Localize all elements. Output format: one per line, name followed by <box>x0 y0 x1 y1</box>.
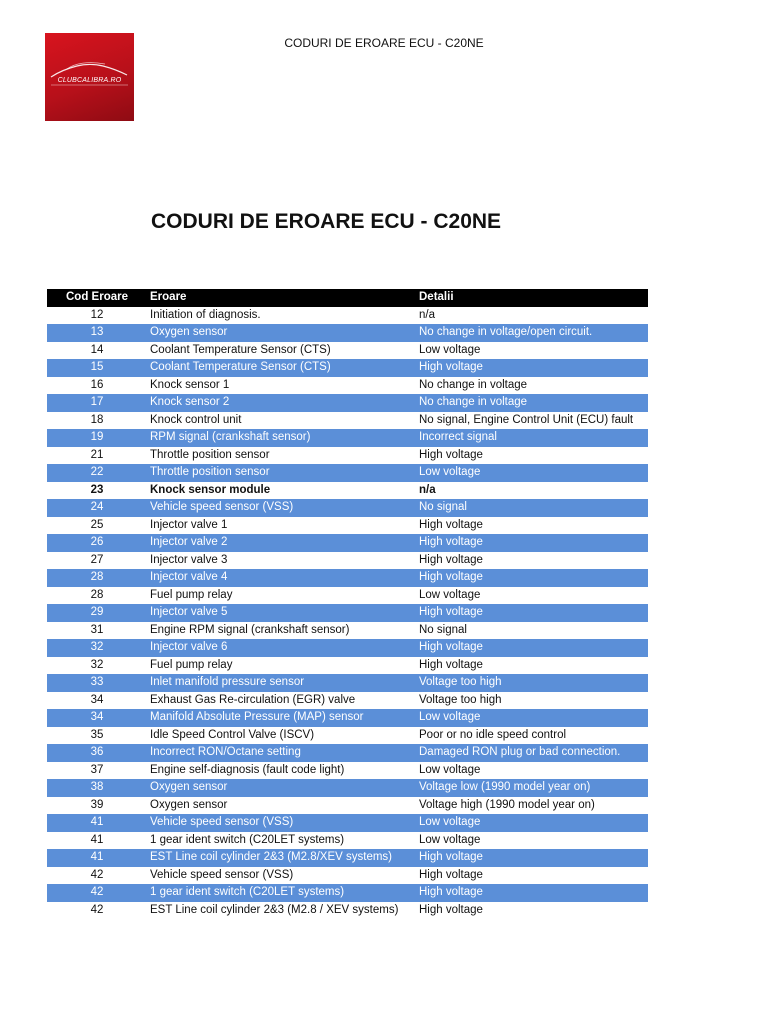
cell-code: 22 <box>90 466 104 478</box>
cell-error: Engine self-diagnosis (fault code light) <box>150 763 345 776</box>
cell-details: High voltage <box>419 518 483 531</box>
table-row <box>47 412 648 430</box>
cell-code: 36 <box>90 746 104 758</box>
cell-code: 13 <box>90 326 104 338</box>
cell-details: Low voltage <box>419 833 481 846</box>
cell-code: 38 <box>90 781 104 793</box>
table-row <box>47 569 648 587</box>
table-row <box>47 744 648 762</box>
cell-error: Fuel pump relay <box>150 588 233 601</box>
cell-error: Exhaust Gas Re-circulation (EGR) valve <box>150 693 356 706</box>
cell-error: Injector valve 5 <box>150 606 228 618</box>
cell-details: Low voltage <box>419 466 481 478</box>
cell-code: 15 <box>90 361 104 373</box>
cell-details: Low voltage <box>419 816 481 828</box>
column-header-error: Eroare <box>150 291 187 303</box>
cell-error: Knock control unit <box>150 413 242 426</box>
document-title: CODURI DE EROARE ECU - C20NE <box>151 210 502 233</box>
cell-error: EST Line coil cylinder 2&3 (M2.8/XEV systems) <box>150 851 393 863</box>
cell-details: High voltage <box>419 536 483 548</box>
table-row <box>47 552 648 570</box>
cell-details: High voltage <box>419 571 483 583</box>
cell-code: 32 <box>90 641 104 653</box>
cell-code: 26 <box>90 536 104 548</box>
table-row <box>47 447 648 465</box>
cell-error: Injector valve 1 <box>150 518 228 531</box>
cell-code: 41 <box>90 833 104 846</box>
table-row <box>47 604 648 622</box>
cell-error: Knock sensor module <box>150 483 271 496</box>
cell-error: Injector valve 4 <box>150 571 228 583</box>
cell-error: Idle Speed Control Valve (ISCV) <box>150 728 315 741</box>
cell-details: Low voltage <box>419 711 481 723</box>
cell-code: 27 <box>90 553 104 566</box>
table-row <box>47 797 648 815</box>
table-row <box>47 324 648 342</box>
cell-code: 21 <box>90 448 104 461</box>
cell-code: 35 <box>90 728 104 741</box>
cell-code: 32 <box>90 658 104 671</box>
table-row <box>47 902 648 920</box>
cell-code: 37 <box>90 763 104 776</box>
table-row <box>47 517 648 535</box>
cell-code: 34 <box>90 693 104 706</box>
cell-details: High voltage <box>419 553 483 566</box>
table-row <box>47 692 648 710</box>
cell-details: No change in voltage <box>419 378 528 391</box>
cell-code: 24 <box>90 501 104 513</box>
cell-error: Oxygen sensor <box>150 326 228 338</box>
table-row <box>47 499 648 517</box>
table-body <box>47 307 648 920</box>
table-row <box>47 359 648 377</box>
table-row <box>47 639 648 657</box>
cell-details: Low voltage <box>419 763 481 776</box>
cell-code: 31 <box>90 623 104 636</box>
cell-details: High voltage <box>419 641 483 653</box>
cell-details: Poor or no idle speed control <box>419 728 567 741</box>
cell-code: 12 <box>90 308 104 321</box>
table-row <box>47 482 648 500</box>
table-row <box>47 342 648 360</box>
cell-error: Injector valve 3 <box>150 553 228 566</box>
table-row <box>47 779 648 797</box>
cell-code: 28 <box>90 571 104 583</box>
cell-error: Incorrect RON/Octane setting <box>150 746 301 758</box>
cell-error: 1 gear ident switch (C20LET systems) <box>150 886 345 898</box>
cell-details: No change in voltage <box>419 396 528 408</box>
cell-error: Vehicle speed sensor (VSS) <box>150 501 294 513</box>
cell-details: Voltage high (1990 model year on) <box>419 798 595 811</box>
cell-error: 1 gear ident switch (C20LET systems) <box>150 833 345 846</box>
table-row <box>47 674 648 692</box>
cell-code: 23 <box>90 483 104 496</box>
cell-error: Knock sensor 2 <box>150 396 230 408</box>
cell-details: n/a <box>419 308 435 321</box>
cell-error: Injector valve 6 <box>150 641 228 653</box>
column-header-details: Detalii <box>419 291 454 303</box>
cell-code: 42 <box>90 868 104 881</box>
cell-code: 18 <box>90 413 104 426</box>
table-row <box>47 884 648 902</box>
table-row <box>47 849 648 867</box>
cell-details: No signal <box>419 623 467 636</box>
table-row <box>47 622 648 640</box>
table-row <box>47 867 648 885</box>
table-row <box>47 832 648 850</box>
table-header-row <box>47 289 648 307</box>
cell-code: 33 <box>90 676 104 688</box>
cell-error: Coolant Temperature Sensor (CTS) <box>150 361 331 373</box>
cell-code: 39 <box>90 798 104 811</box>
cell-code: 28 <box>90 588 104 601</box>
table-row <box>47 534 648 552</box>
cell-details: No signal, Engine Control Unit (ECU) fault <box>419 413 634 426</box>
cell-details: High voltage <box>419 606 483 618</box>
cell-error: Vehicle speed sensor (VSS) <box>150 816 294 828</box>
page-header-title: CODURI DE EROARE ECU - C20NE <box>284 36 484 50</box>
cell-details: Voltage too high <box>419 676 502 688</box>
cell-details: No signal <box>419 501 467 513</box>
cell-error: Engine RPM signal (crankshaft sensor) <box>150 623 350 636</box>
cell-details: Voltage low (1990 model year on) <box>419 781 591 793</box>
cell-code: 19 <box>90 431 104 443</box>
cell-details: High voltage <box>419 851 483 863</box>
cell-details: No change in voltage/open circuit. <box>419 326 593 338</box>
cell-code: 25 <box>90 518 104 531</box>
table-row <box>47 814 648 832</box>
cell-code: 34 <box>90 711 104 723</box>
cell-error: Coolant Temperature Sensor (CTS) <box>150 343 331 356</box>
table-row <box>47 657 648 675</box>
table-row <box>47 727 648 745</box>
cell-code: 41 <box>90 816 104 828</box>
error-codes-table <box>47 289 648 919</box>
cell-details: High voltage <box>419 448 483 461</box>
table-row <box>47 307 648 325</box>
cell-details: High voltage <box>419 361 483 373</box>
cell-details: Damaged RON plug or bad connection. <box>419 746 621 758</box>
cell-code: 42 <box>90 903 104 916</box>
cell-error: EST Line coil cylinder 2&3 (M2.8 / XEV systems) <box>150 903 399 916</box>
cell-error: Vehicle speed sensor (VSS) <box>150 868 294 881</box>
logo-text: CLUBCALIBRA.RO <box>57 77 122 84</box>
cell-code: 29 <box>90 606 104 618</box>
table-row <box>47 762 648 780</box>
table-row <box>47 464 648 482</box>
cell-error: Initiation of diagnosis. <box>150 308 261 321</box>
cell-details: Voltage too high <box>419 693 502 706</box>
cell-details: n/a <box>419 483 436 496</box>
cell-error: Throttle position sensor <box>150 448 270 461</box>
cell-code: 41 <box>90 851 104 863</box>
cell-error: Knock sensor 1 <box>150 378 230 391</box>
table-row <box>47 394 648 412</box>
table-row <box>47 587 648 605</box>
cell-details: Low voltage <box>419 588 481 601</box>
cell-details: High voltage <box>419 658 483 671</box>
cell-details: Incorrect signal <box>419 431 497 443</box>
cell-error: Injector valve 2 <box>150 536 228 548</box>
cell-details: High voltage <box>419 886 483 898</box>
cell-error: Oxygen sensor <box>150 798 228 811</box>
cell-error: RPM signal (crankshaft sensor) <box>150 431 311 443</box>
cell-error: Manifold Absolute Pressure (MAP) sensor <box>150 711 364 723</box>
column-header-code: Cod Eroare <box>66 291 128 303</box>
cell-error: Inlet manifold pressure sensor <box>150 676 305 688</box>
cell-error: Oxygen sensor <box>150 781 228 793</box>
cell-code: 42 <box>90 886 104 898</box>
cell-details: High voltage <box>419 903 483 916</box>
cell-code: 14 <box>90 343 104 356</box>
cell-details: Low voltage <box>419 343 481 356</box>
cell-code: 17 <box>90 396 104 408</box>
cell-details: High voltage <box>419 868 483 881</box>
table-row <box>47 377 648 395</box>
cell-code: 16 <box>90 378 104 391</box>
table-row <box>47 429 648 447</box>
cell-error: Fuel pump relay <box>150 658 233 671</box>
table-row <box>47 709 648 727</box>
cell-error: Throttle position sensor <box>150 466 270 478</box>
